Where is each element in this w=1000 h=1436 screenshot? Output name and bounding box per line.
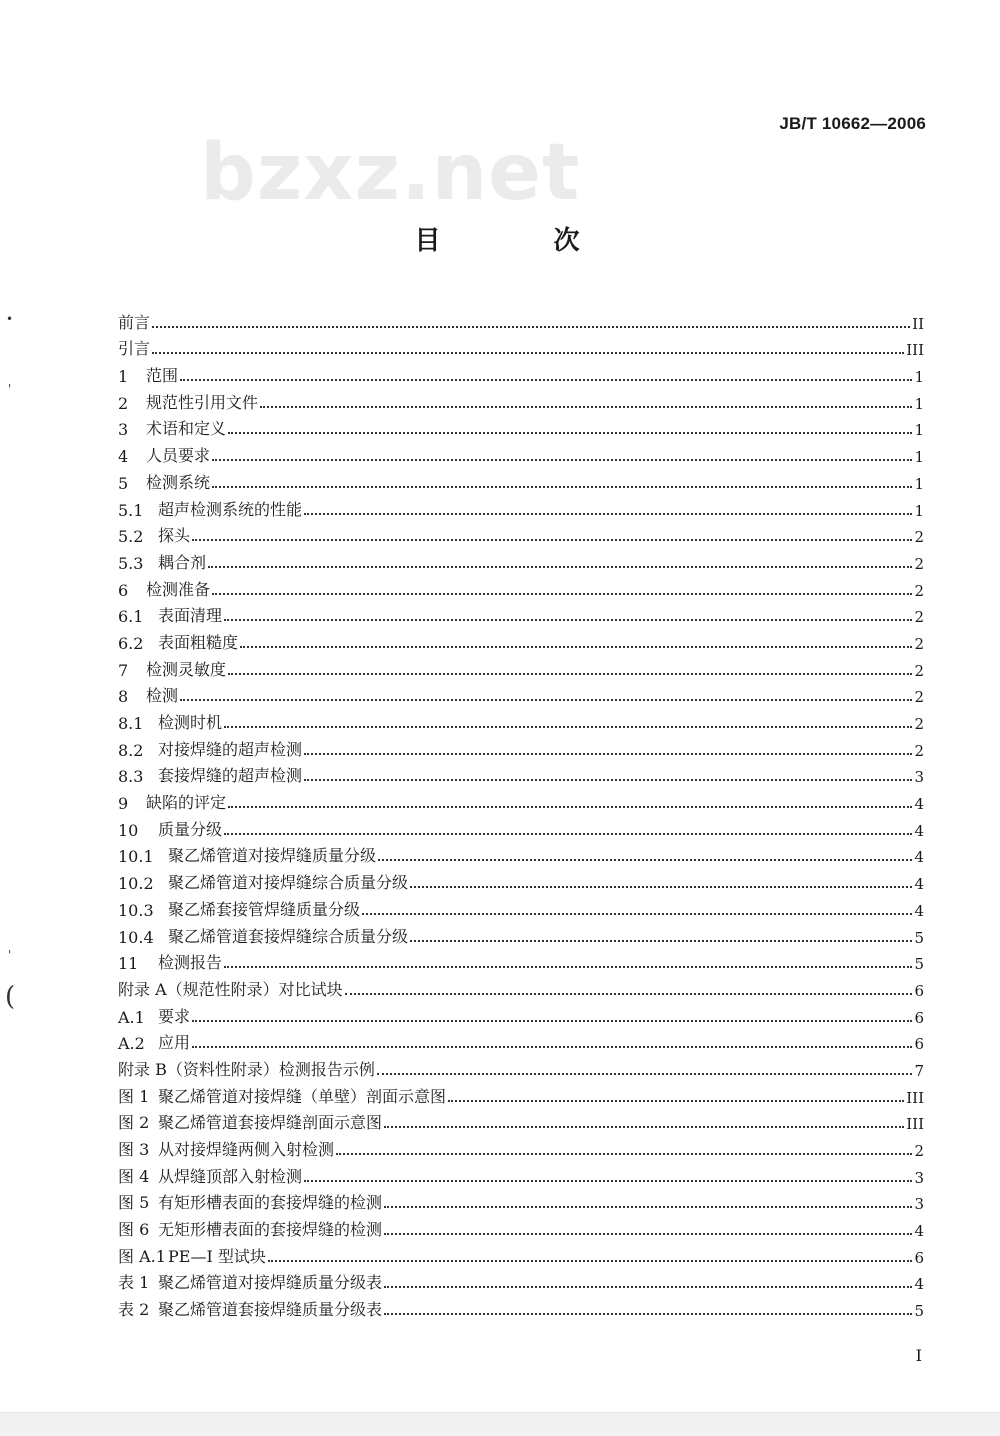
toc-entry[interactable] [118,680,924,707]
toc-entry-label: 附录 B（资料性附录）检测报告示例 [118,1059,375,1079]
dot-leader [152,325,910,328]
toc-entry-page: III [906,1088,924,1107]
toc-entry[interactable] [118,893,924,920]
toc-entry-page: 2 [914,661,924,680]
margin-mark: ' [8,948,12,962]
dot-leader [410,885,912,888]
toc-entry-number: 8.1 [118,714,144,733]
dot-leader [228,805,912,808]
toc-entry[interactable] [118,493,924,520]
toc-entry-page: 1 [914,368,924,387]
toc-entry-label: 耦合剂 [158,552,207,572]
toc-entry-page: 2 [914,554,924,573]
toc-entry-page: III [906,1115,924,1134]
toc-entry-label: PE—I 型试块 [168,1246,266,1266]
toc-entry-label: 有矩形槽表面的套接焊缝的检测 [158,1193,383,1213]
toc-entry[interactable] [118,1133,924,1160]
toc-entry[interactable] [118,306,924,333]
toc-entry[interactable] [118,813,924,840]
toc-entry-number: 图 1 [118,1086,150,1106]
toc-entry-number: 8 [118,687,129,707]
toc-entry-label: 超声检测系统的性能 [158,499,303,519]
toc-entry-page: 4 [914,901,924,920]
toc-entry[interactable] [118,1080,924,1107]
dot-leader [212,485,912,488]
toc-entry-number: 8.3 [118,767,144,787]
toc-entry-label: 质量分级 [158,819,223,839]
dot-leader [268,1259,912,1262]
toc-entry-number: A.1 [118,1007,145,1027]
toc-entry-label: 聚乙烯管道套接焊缝质量分级表 [158,1300,383,1320]
toc-entry-page: 2 [914,1142,924,1160]
toc-entry[interactable] [118,947,924,974]
dot-leader [224,725,912,728]
toc-entry-number: 5.2 [118,527,144,547]
toc-entry-page: 6 [914,1035,924,1054]
toc-entry-page: 1 [914,474,924,493]
table-of-contents [118,306,924,1320]
toc-entry-label: 前言 [118,312,151,332]
toc-entry-label: 人员要求 [146,446,211,466]
margin-mark: ' [8,382,12,396]
toc-entry-page: 4 [914,1222,924,1241]
toc-entry-label: 检测灵敏度 [146,659,227,679]
toc-entry-page: 1 [914,448,924,467]
toc-entry-number: 9 [118,794,129,814]
dot-leader [384,1285,912,1288]
toc-entry[interactable] [118,1187,924,1214]
toc-entry-label: 聚乙烯管道对接焊缝质量分级 [168,846,377,866]
toc-entry-label: 聚乙烯管道套接焊缝剖面示意图 [158,1113,383,1133]
margin-mark: ( [5,982,16,1012]
toc-entry-number: 6.2 [118,633,144,653]
toc-entry-label: 聚乙烯管道对接焊缝质量分级表 [158,1273,383,1293]
toc-entry-page: 2 [914,715,924,733]
toc-entry-page: 6 [914,1008,924,1027]
toc-entry[interactable] [118,1000,924,1027]
toc-entry[interactable] [118,840,924,867]
toc-entry-page: 1 [914,421,924,440]
dot-leader [152,351,904,354]
dot-leader [448,1099,904,1102]
dot-leader [345,992,912,995]
toc-entry-label: 引言 [118,339,151,359]
toc-entry[interactable] [118,653,924,680]
toc-entry-label: 探头 [158,526,191,546]
toc-entry-label: 范围 [146,366,179,386]
toc-entry[interactable] [118,760,924,787]
toc-entry-number: 10 [118,820,139,840]
page-folio: I [915,1346,922,1365]
toc-entry-page: 2 [914,608,924,627]
toc-entry-page: III [906,341,924,360]
toc-entry-number: 5.1 [118,500,144,520]
toc-entry-number: 10.2 [118,874,154,894]
toc-entry-number: 3 [118,420,129,440]
toc-entry-label: 表面粗糙度 [158,632,239,652]
dot-leader [212,592,912,595]
toc-entry-page: 7 [914,1061,924,1080]
toc-entry-number: 6.1 [118,607,144,627]
toc-entry-label: 规范性引用文件 [146,392,259,412]
toc-title: 目 次 [414,226,632,256]
toc-entry-label: 表面清理 [158,606,223,626]
toc-entry-label: 无矩形槽表面的套接焊缝的检测 [158,1220,383,1240]
toc-entry-page: 3 [914,1168,924,1187]
dot-leader [384,1125,904,1128]
watermark: bzxz.net [200,128,581,218]
toc-entry[interactable] [118,1240,924,1267]
toc-entry-number: 4 [118,447,129,467]
toc-entry-number: 2 [118,393,129,413]
dot-leader [362,912,912,915]
page-edge [0,1412,1000,1436]
dot-leader [228,672,912,675]
toc-entry-page: 5 [914,955,924,974]
toc-entry-page: 4 [914,821,924,840]
toc-entry-label: 聚乙烯管道对接焊缝综合质量分级 [168,873,409,893]
dot-leader [224,832,912,835]
toc-entry[interactable] [118,1213,924,1240]
dot-leader [228,431,912,434]
dot-leader [192,538,912,541]
dot-leader [260,405,912,408]
dot-leader [384,1312,912,1315]
toc-entry-number: 图 4 [118,1166,150,1186]
toc-entry-page: 2 [914,528,924,547]
toc-entry-label: 应用 [158,1033,191,1053]
toc-entry-label: 检测系统 [146,472,211,492]
toc-entry[interactable] [118,520,924,547]
dot-leader [304,512,912,515]
toc-entry[interactable] [118,333,924,360]
toc-entry-page: 1 [914,501,924,520]
toc-entry[interactable] [118,466,924,493]
toc-entry-page: 4 [914,848,924,867]
toc-entry-label: 聚乙烯管道套接焊缝综合质量分级 [168,926,409,946]
toc-entry[interactable] [118,866,924,893]
toc-entry[interactable] [118,706,924,733]
toc-entry-label: 附录 A（规范性附录）对比试块 [118,979,343,999]
toc-entry-page: 6 [914,981,924,1000]
toc-entry[interactable] [118,600,924,627]
toc-entry[interactable] [118,1267,924,1294]
toc-entry[interactable] [118,1027,924,1054]
toc-entry-page: 4 [914,1275,924,1294]
toc-entry-label: 缺陷的评定 [146,793,227,813]
toc-entry-page: 4 [914,875,924,894]
toc-entry-page: 5 [914,928,924,947]
dot-leader [208,565,912,568]
toc-entry-label: 套接焊缝的超声检测 [158,766,303,786]
toc-entry-number: 1 [118,367,129,387]
toc-entry[interactable] [118,359,924,386]
toc-entry-page: 3 [914,768,924,787]
dot-leader [304,778,912,781]
toc-entry-page: 2 [914,634,924,653]
toc-entry[interactable] [118,920,924,947]
toc-entry-label: 从焊缝顶部入射检测 [158,1166,303,1186]
toc-entry[interactable] [118,626,924,653]
dot-leader [212,458,912,461]
toc-entry-number: 5 [118,473,129,493]
dot-leader [224,618,912,621]
toc-entry-number: 6 [118,580,129,600]
dot-leader [180,378,912,381]
toc-entry-number: 图 5 [118,1193,150,1213]
toc-entry-label: 检测时机 [158,713,223,732]
toc-entry[interactable] [118,973,924,1000]
dot-leader [192,1045,912,1048]
toc-entry-label: 术语和定义 [146,419,227,439]
toc-entry[interactable] [118,439,924,466]
toc-entry-label: 检测准备 [146,579,211,599]
toc-entry-number: 7 [118,660,129,680]
toc-entry-page: 1 [914,394,924,413]
toc-entry-number: 8.2 [118,740,144,760]
toc-entry[interactable] [118,386,924,413]
toc-entry-number: 10.3 [118,900,154,920]
dot-leader [180,698,912,701]
dot-leader [377,1072,912,1075]
toc-entry[interactable] [118,1293,924,1320]
dot-leader [410,939,912,942]
toc-entry-number: 图 3 [118,1140,150,1159]
toc-entry-number: 10.4 [118,927,154,947]
toc-entry[interactable] [118,1053,924,1080]
toc-entry-number: 图 6 [118,1220,150,1240]
dot-leader [378,858,912,861]
dot-leader [192,1019,912,1022]
toc-entry-number: A.2 [118,1034,145,1054]
toc-entry-number: 图 2 [118,1113,150,1133]
dot-leader [384,1232,912,1235]
dot-leader [304,752,912,755]
toc-entry[interactable] [118,786,924,813]
dot-leader [336,1152,912,1155]
dot-leader [304,1179,912,1182]
toc-entry[interactable] [118,413,924,440]
toc-entry-page: 6 [914,1248,924,1267]
dot-leader [224,965,912,968]
margin-mark: • [6,312,14,326]
toc-entry-page: 3 [914,1195,924,1214]
toc-entry-number: 表 2 [118,1300,150,1320]
toc-entry[interactable] [118,1107,924,1134]
toc-entry-number: 10.1 [118,847,154,867]
toc-entry-label: 对接焊缝的超声检测 [158,739,303,759]
toc-entry-label: 聚乙烯套接管焊缝质量分级 [168,899,361,919]
toc-entry-page: 2 [914,741,924,760]
toc-entry-page: 4 [914,795,924,814]
toc-entry-label: 要求 [158,1006,191,1026]
toc-entry-page: II [912,314,924,333]
document-number: JB/T 10662—2006 [779,114,926,133]
toc-entry[interactable] [118,573,924,600]
toc-entry-number: 图 A.1 [118,1246,166,1266]
dot-leader [384,1205,912,1208]
toc-entry-number: 5.3 [118,553,144,573]
toc-entry-label: 聚乙烯管道对接焊缝（单壁）剖面示意图 [158,1086,447,1106]
toc-entry-label: 检测报告 [158,953,223,973]
dot-leader [240,645,912,648]
toc-entry[interactable] [118,1160,924,1187]
toc-entry-number: 表 1 [118,1273,150,1293]
toc-entry-page: 2 [914,581,924,600]
toc-entry-label: 从对接焊缝两侧入射检测 [158,1140,335,1159]
toc-entry-page: 5 [914,1302,924,1321]
toc-entry-label: 检测 [146,686,179,706]
toc-entry-page: 2 [914,688,924,707]
toc-entry[interactable] [118,733,924,760]
toc-entry-number: 11 [118,954,139,974]
toc-entry[interactable] [118,546,924,573]
